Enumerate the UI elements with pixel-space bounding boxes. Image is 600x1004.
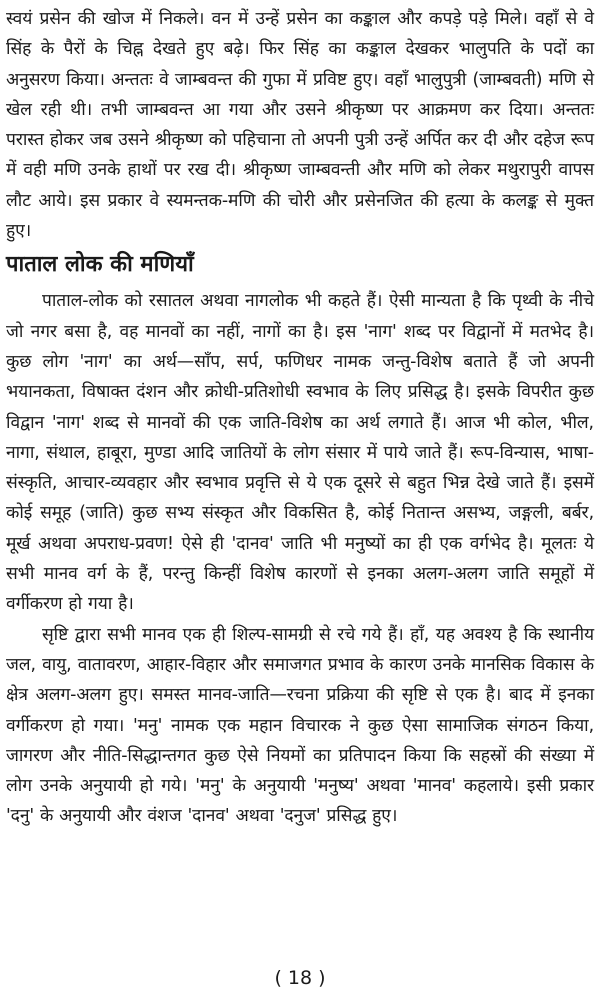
- page-number: ( 18 ): [274, 967, 326, 989]
- body-paragraph-1: स्वयं प्रसेन की खोज में निकले। वन में उन्हें प्रसेन का कङ्काल और कपड़े पड़े मिले। वहाँ से वे सिंह के पैरों के चिह्न देखते हुए बढ़े। फिर सिंह का कङ्काल देखकर भालुपति के पदों का अनुसरण किया। अन्ततः वे जाम्बवन्त की गुफा में प्रविष्ट हुए। वहाँ भालुपुत्री (जाम्बवती) मणि से खेल रही थी। तभी जाम्बवन्त आ गया और उसने श्रीकृष्ण पर आक्रमण कर दिया। अन्ततः परास्त होकर जब उसने श्रीकृष्ण को पहिचाना तो अपनी पुत्री उन्हें अर्पित कर दी और दहेज रूप में वही मणि उनके हाथों पर रख दी। श्रीकृष्ण जाम्बवन्ती और मणि को लेकर मथुरापुरी वापस लौट आये। इस प्रकार वे स्यमन्तक-मणि की चोरी और प्रसेनजित की हत्या के कलङ्क से मुक्त हुए।: [6, 9, 594, 242]
- body-paragraph-3: सृष्टि द्वारा सभी मानव एक ही शिल्प-सामग्री से रचे गये हैं। हाँ, यह अवश्य है कि स्थानीय जल, वायु, वातावरण, आहार-विहार और समाजगत प्रभाव के कारण उनके मानसिक विकास के क्षेत्र अलग-अलग हुए। समस्त मानव-जाति—रचना प्रक्रिया की सृष्टि से एक है। बाद में इनका वर्गीकरण हो गया। 'मनु' नामक एक महान विचारक ने कुछ ऐसा सामाजिक संगठन किया, जागरण और नीति-सिद्धान्तगत कुछ ऐसे नियमों का प्रतिपादन किया कि सहस्रों की संख्या में लोग उनके अनुयायी हो गये। 'मनु' के अनुयायी 'मनुष्य' अथवा 'मानव' कहलाये। इसी प्रकार 'दनु' के अनुयायी और वंशज 'दानव' अथवा 'दनुज' प्रसिद्ध हुए।: [6, 624, 594, 827]
- section-heading: पाताल लोक की मणियाँ: [6, 252, 194, 278]
- book-page: [6, 4, 594, 1000]
- body-paragraph-2: पाताल-लोक को रसातल अथवा नागलोक भी कहते हैं। ऐसी मान्यता है कि पृथ्वी के नीचे जो नगर बसा है, वह मानवों का नहीं, नागों का है। इस 'नाग' शब्द पर विद्वानों में मतभेद है। कुछ लोग 'नाग' का अर्थ—साँप, सर्प, फणिधर नामक जन्तु-विशेष बताते हैं जो अपनी भयानकता, विषाक्त दंशन और क्रोधी-प्रतिशोधी स्वभाव के लिए प्रसिद्ध है। इसके विपरीत कुछ विद्वान 'नाग' शब्द से मानवों की एक जाति-विशेष का अर्थ लगाते हैं। आज भी कोल, भील, नागा, संथाल, हाबूरा, मुण्डा आदि जातियों के लोग संसार में पाये जाते हैं। रूप-विन्यास, भाषा-संस्कृति, आचार-व्यवहार और स्वभाव प्रवृत्ति से ये एक दूसरे से बहुत भिन्न देखे जाते हैं। इसमें कोई समूह (जाति) कुछ सभ्य संस्कृत और विकसित है, कोई नितान्त असभ्य, जङ्गली, बर्बर, मूर्ख अथवा अपराध-प्रवण! ऐसे ही 'दानव' जाति भी मनुष्यों का ही एक वर्गभेद है। मूलतः ये सभी मानव वर्ग के हैं, परन्तु किन्हीं विशेष कारणों से इनका अलग-अलग जाति समूहों में वर्गीकरण हो गया है।: [6, 291, 594, 615]
